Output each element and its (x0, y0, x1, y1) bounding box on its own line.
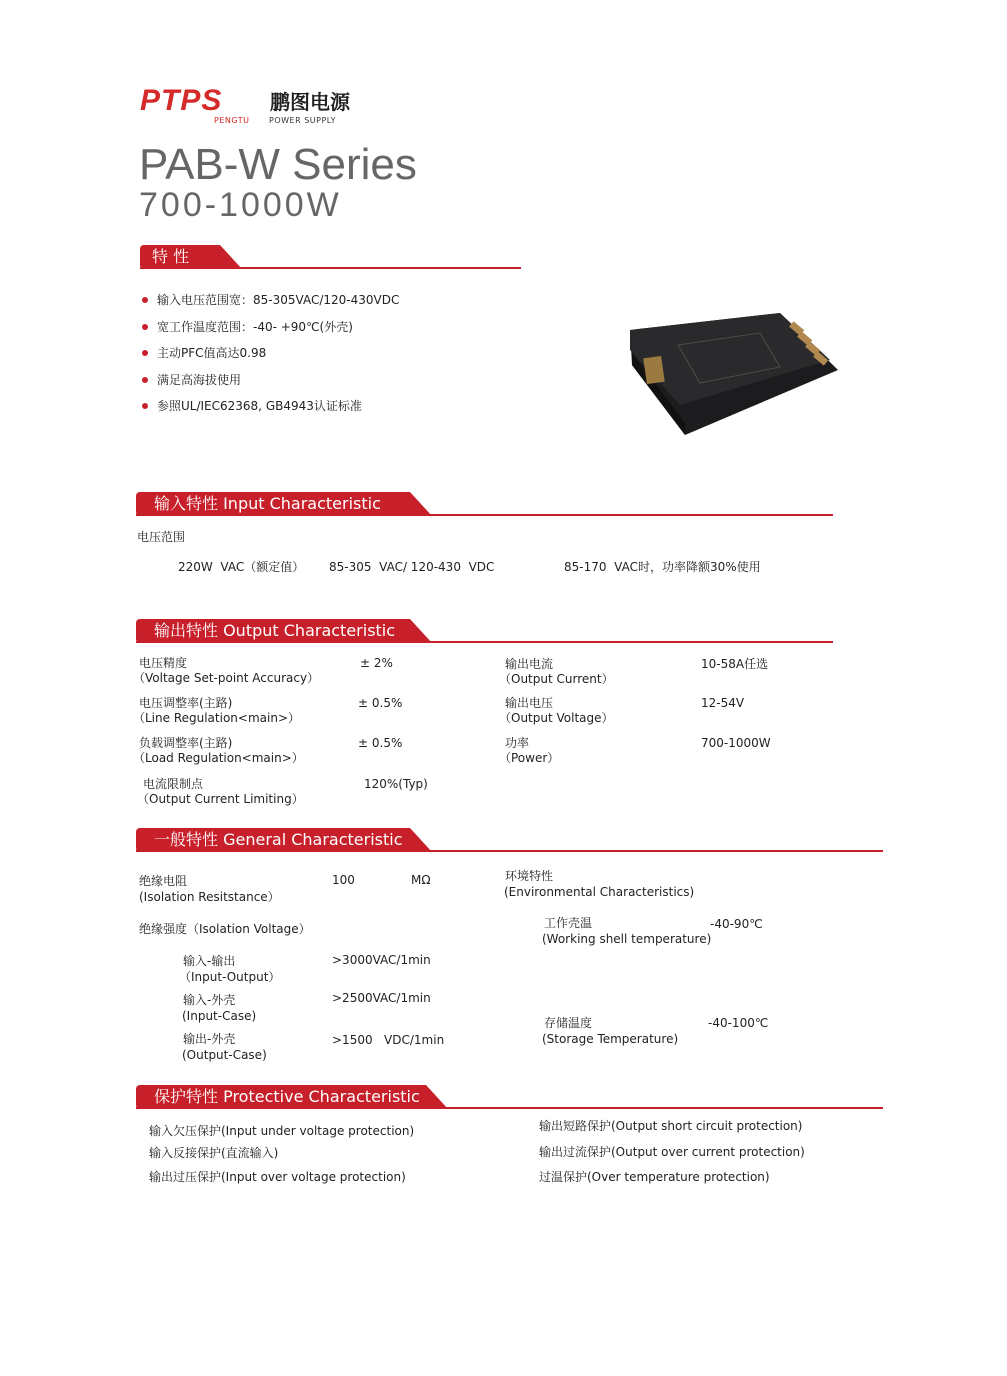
bullet-icon (142, 297, 148, 303)
general-section-header (136, 828, 883, 852)
bullet-icon (142, 377, 148, 383)
spec-value: 12-54V (701, 696, 745, 710)
spec-label-cn: 输出电流 (505, 657, 554, 671)
environment-en: (Environmental Characteristics) (504, 885, 695, 899)
general-heading: 一般特性 General Characteristic (154, 830, 403, 849)
spec-label-cn: 电流限制点 (143, 777, 204, 791)
bullet-icon (142, 350, 148, 356)
spec-label-cn: 功率 (505, 736, 530, 750)
bullet-icon (142, 324, 148, 330)
protective-section-header (136, 1085, 883, 1109)
protection-item: 过温保护(Over temperature protection) (539, 1170, 770, 1184)
input-section-header (136, 492, 833, 516)
env-item-value: -40-90℃ (710, 917, 763, 931)
feature-text: 满足高海拔使用 (157, 373, 242, 387)
protection-item: 输入欠压保护(Input under voltage protection) (149, 1124, 415, 1138)
logo-sub-right: POWER SUPPLY (269, 116, 337, 125)
features-section-header (140, 245, 521, 269)
feature-item (142, 346, 266, 360)
protection-item: 输出短路保护(Output short circuit protection) (539, 1119, 803, 1133)
env-item-en: (Working shell temperature) (542, 932, 712, 946)
product-image (620, 305, 850, 445)
input-rated-voltage: 220W VAC（额定值） (178, 560, 305, 574)
feature-item (142, 293, 399, 307)
isolation-item-cn: 输出-外壳 (183, 1032, 236, 1046)
protection-item: 输入反接保护(直流输入) (149, 1146, 279, 1160)
input-heading: 输入特性 Input Characteristic (154, 494, 381, 513)
spec-label-en: （Output Current Limiting） (137, 792, 304, 806)
power-range-title: 700-1000W (139, 186, 342, 224)
isolation-resistance-cn: 绝缘电阻 (139, 874, 188, 888)
logo-mark: PTPS (140, 84, 223, 117)
output-section-header (136, 619, 833, 643)
feature-text: 参照UL/IEC62368, GB4943认证标准 (157, 399, 362, 413)
spec-label-en: （Output Current） (499, 672, 614, 686)
feature-text: 宽工作温度范围：-40- +90℃(外壳) (157, 320, 353, 334)
env-item-en: (Storage Temperature) (542, 1032, 679, 1046)
isolation-item-cn: 输入-外壳 (183, 993, 236, 1007)
isolation-item-value: >1500 VDC/1min (332, 1033, 445, 1047)
env-item-value: -40-100℃ (708, 1016, 769, 1030)
feature-text: 输入电压范围宽：85-305VAC/120-430VDC (157, 293, 400, 307)
feature-item (142, 373, 241, 387)
isolation-voltage-label: 绝缘强度（Isolation Voltage） (139, 922, 311, 936)
spec-label-cn: 电压精度 (139, 656, 188, 670)
spec-value: ± 0.5% (358, 736, 403, 750)
isolation-item-en: （Input-Output） (179, 970, 281, 984)
isolation-resistance-unit: MΩ (411, 873, 431, 887)
spec-value: 700-1000W (701, 736, 771, 750)
logo-name-cn: 鹏图电源 (270, 90, 350, 114)
protective-heading: 保护特性 Protective Characteristic (154, 1087, 420, 1106)
feature-item (142, 320, 353, 334)
isolation-resistance-en: (Isolation Resitstance） (139, 890, 280, 904)
bullet-icon (142, 403, 148, 409)
spec-label-en: （Load Regulation<main>） (133, 751, 304, 765)
series-title: PAB-W Series (139, 140, 417, 189)
output-heading: 输出特性 Output Characteristic (154, 621, 396, 640)
brand-logo (140, 84, 385, 128)
spec-label-en: （Line Regulation<main>） (133, 711, 300, 725)
spec-value: ± 0.5% (358, 696, 403, 710)
logo-sub-left: PENGTU (214, 116, 250, 125)
feature-item (142, 399, 362, 413)
spec-value: ± 2% (360, 656, 393, 670)
spec-value: 10-58A任选 (701, 657, 769, 671)
spec-value: 120%(Typ) (364, 777, 428, 791)
isolation-resistance-value: 100 (332, 873, 355, 887)
env-item-cn: 存储温度 (544, 1016, 593, 1030)
features-heading: 特 性 (152, 247, 190, 266)
isolation-item-value: >2500VAC/1min (332, 991, 431, 1005)
spec-label-cn: 电压调整率(主路) (139, 696, 233, 710)
spec-label-cn: 负载调整率(主路) (139, 736, 233, 750)
spec-label-en: （Power） (499, 751, 560, 765)
input-voltage-range-label: 电压范围 (137, 530, 186, 544)
feature-text: 主动PFC值高达0.98 (157, 346, 267, 360)
isolation-item-value: >3000VAC/1min (332, 953, 431, 967)
isolation-item-cn: 输入-输出 (183, 954, 236, 968)
spec-label-cn: 输出电压 (505, 696, 554, 710)
protection-item: 输出过流保护(Output over current protection) (539, 1145, 805, 1159)
protection-item: 输出过压保护(Input over voltage protection) (149, 1170, 406, 1184)
input-derating-note: 85-170 VAC时，功率降额30%使用 (564, 560, 761, 574)
environment-cn: 环境特性 (505, 869, 554, 883)
spec-label-en: （Output Voltage） (499, 711, 614, 725)
isolation-item-en: (Output-Case) (182, 1048, 267, 1062)
env-item-cn: 工作壳温 (544, 916, 593, 930)
spec-label-en: （Voltage Set-point Accuracy） (133, 671, 320, 685)
input-voltage-range: 85-305 VAC/ 120-430 VDC (329, 560, 495, 574)
isolation-item-en: (Input-Case) (182, 1009, 257, 1023)
